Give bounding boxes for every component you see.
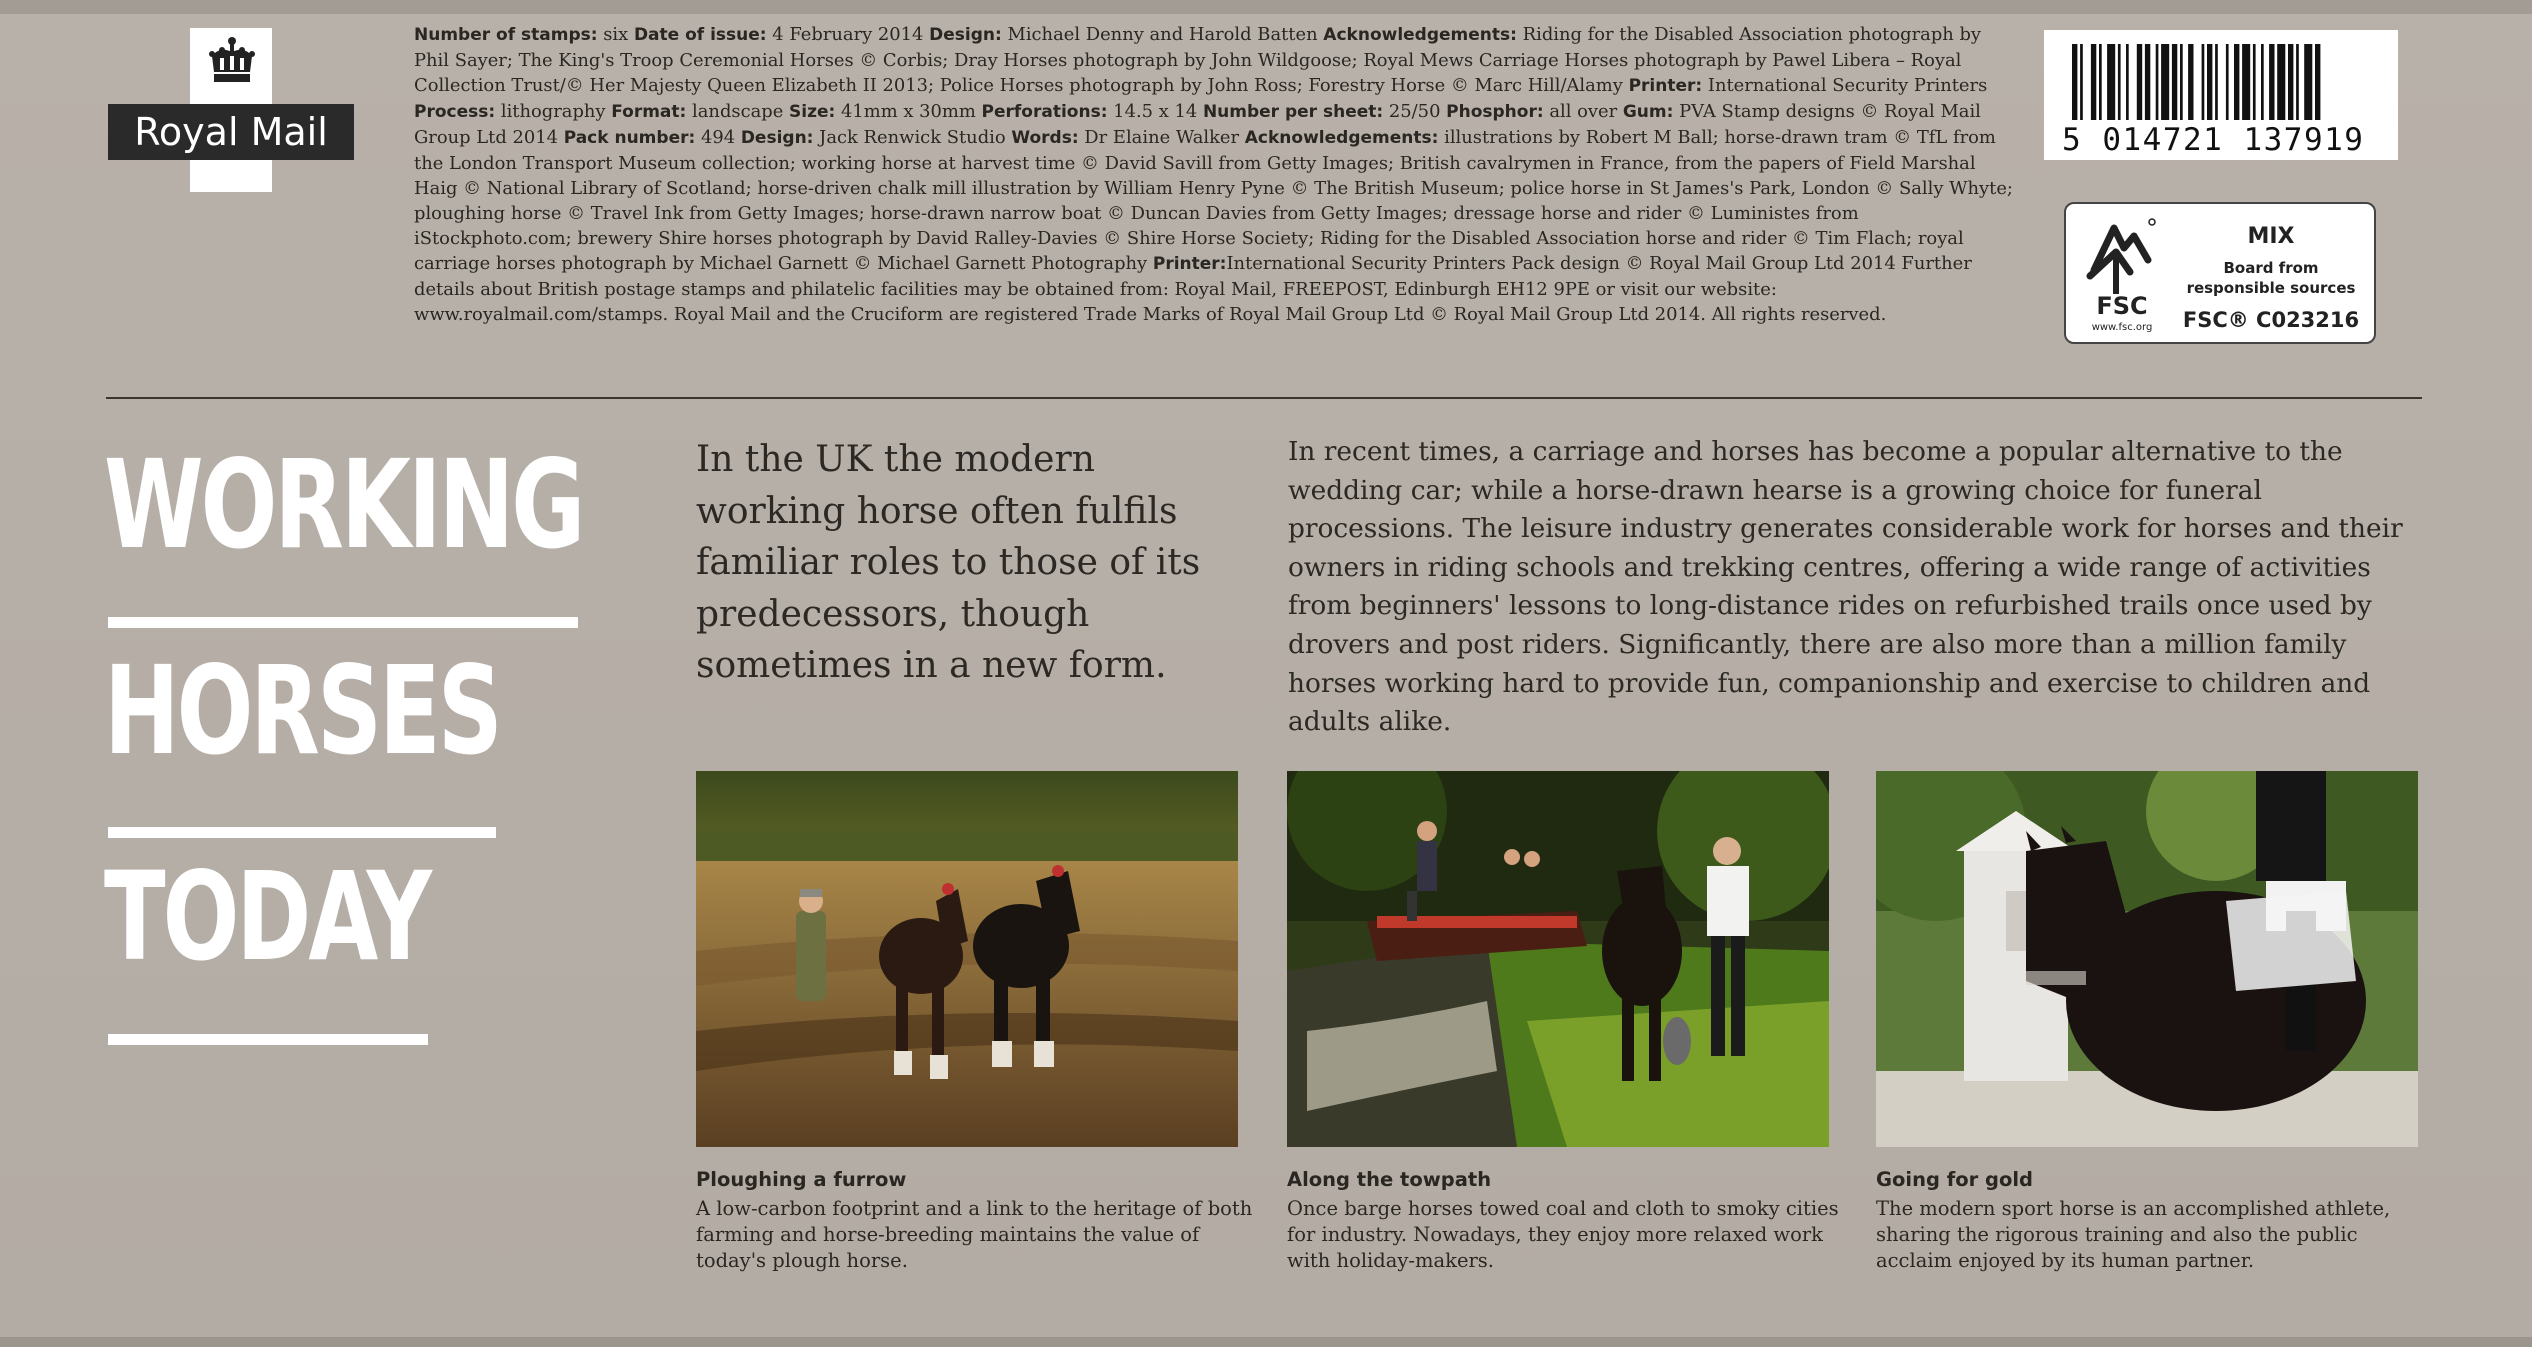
credit-label: Process: [414, 102, 496, 122]
barcode-bars [2044, 30, 2398, 122]
barcode-bar [2172, 44, 2177, 120]
credit-text: all over [1543, 101, 1623, 122]
caption-text-1: A low-carbon footprint and a link to the heritage of both farming and horse-breeding maintains the value of today's plough horse. [696, 1197, 1253, 1272]
title-line-today: TODAY [104, 846, 430, 988]
credit-label: Date of issue: [633, 25, 767, 45]
barcode-bar [2107, 44, 2115, 120]
barcode-bar [2161, 44, 2169, 120]
credit-text: illustrations by Robert M Ball; horse-drawn tram © TfL from the London Transport Museum collection; working horse at harvest time © David Savill from Getty Images; British cavalrymen in France, from the papers of Field Marshal Haig © National Library of Scotland; horse-driven chalk mill illustration by William Henry Pyne © The British Museum; police horse in St James's Park, London © Sally Whyte; ploughing horse © Travel Ink from Getty Images; horse-drawn narrow boat © Duncan Davies from Getty Images; dressage horse and rider © Luministes from iStockphoto.com; brewery Shire horses photograph by David Ralley-Davies © Shire Horse Society; Riding for the Disabled Association horse and rider © Tim Flach; royal carriage horses photograph by Michael Garnett © Michael Garnett Photography [414, 127, 2013, 274]
credit-text: International Security Printers Pack design © Royal Mail Group Ltd 2014 Further details about British postage stamps and philatelic facilities may be obtained from: Royal Mail, FREEPOST, Edinburgh EH12 9PE or visit our website: www.royalmail.com/stamps. Royal Mail and the Cruciform are registered Trade Marks of Royal Mail Group Ltd © Royal Mail Group Ltd 2014. All rights reserved. [414, 253, 1972, 325]
credit-text: Dr Elaine Walker [1078, 127, 1245, 148]
caption-title-3: Going for gold [1876, 1168, 2033, 1191]
caption-title-1: Ploughing a furrow [696, 1168, 907, 1191]
barcode-bar [2226, 44, 2229, 120]
barcode-bar [2296, 44, 2299, 120]
fsc-board-text: Board from responsible sources [2186, 259, 2356, 297]
barcode-bar [2137, 44, 2142, 120]
barcode [2044, 30, 2398, 160]
caption-text-3: The modern sport horse is an accomplished athlete, sharing the rigorous training and also the public acclaim enjoyed by its human partner. [1876, 1197, 2391, 1272]
fsc-tree-icon [2080, 214, 2160, 298]
royal-mail-logo [108, 28, 354, 192]
credits-text [414, 22, 2014, 327]
barcode-bar [2215, 44, 2218, 120]
royal-mail-wordmark: Royal Mail [108, 104, 354, 160]
credit-text: 14.5 x 14 [1107, 101, 1203, 122]
bottom-edge [0, 1337, 2532, 1347]
barcode-number: 5 014721 137919 [2062, 122, 2365, 158]
credit-text: six [597, 24, 634, 45]
title-rule-1 [108, 617, 578, 628]
barcode-bar [2277, 44, 2285, 120]
fsc-label-box [2064, 202, 2376, 344]
crown-icon [206, 36, 258, 86]
credit-label: Format: [611, 102, 687, 122]
barcode-bar [2261, 44, 2264, 120]
credit-text: Jack Renwick Studio [813, 127, 1012, 148]
barcode-bar [2253, 44, 2256, 120]
barcode-bar [2304, 44, 2312, 120]
credit-label: Perforations: [981, 102, 1108, 122]
caption-text-2: Once barge horses towed coal and cloth to smoky cities for industry. Nowadays, they enjoy more relaxed work with holiday-makers. [1287, 1197, 1839, 1272]
barcode-bar [2156, 44, 2159, 120]
barcode-bar [2080, 44, 2083, 120]
barcode-bar [2180, 44, 2183, 120]
credit-label: Design: [929, 25, 1002, 45]
credit-label: Phosphor: [1446, 102, 1544, 122]
barcode-bar [2234, 44, 2239, 120]
fsc-mix: MIX [2247, 224, 2295, 249]
barcode-bar [2099, 44, 2102, 120]
body-paragraph: In recent times, a carriage and horses has become a popular alternative to the wedding car; while a horse-drawn hearse is a growing choice for funeral processions. The leisure industry generates considerable work for horses and their owners in riding schools and trekking centres, offering a wide range of activities from beginners' lessons to long-distance rides on refurbished trails once used by drovers and post riders. Significantly, there are also more than a million family horses working hard to provide fun, companionship and exercise to children and adults alike. [1288, 436, 2403, 738]
barcode-bar [2072, 44, 2077, 120]
barcode-bar [2315, 44, 2320, 120]
barcode-bar [2126, 44, 2129, 120]
credit-text: lithography [495, 101, 612, 122]
credit-label: Words: [1011, 128, 1079, 148]
barcode-bar [2188, 44, 2193, 120]
credit-text: 494 [695, 127, 741, 148]
caption-title-2: Along the towpath [1287, 1168, 1492, 1191]
credit-text: 41mm x 30mm [835, 101, 982, 122]
credit-text: PVA Stamp designs © Royal Mail Group Ltd 2014 [414, 101, 1981, 148]
credit-label: Pack number: [563, 128, 696, 148]
credit-label: Printer: [1628, 76, 1703, 96]
photo-towpath [1287, 771, 1829, 1147]
title-line-horses: HORSES [104, 640, 500, 782]
barcode-bar [2242, 44, 2250, 120]
credit-label: Gum: [1622, 102, 1674, 122]
title-line-working: WORKING [104, 434, 583, 576]
barcode-bar [2118, 44, 2121, 120]
fsc-label-text: FSC [2096, 292, 2148, 320]
credit-text: Michael Denny and Harold Batten [1001, 24, 1324, 45]
barcode-bar [2202, 44, 2205, 120]
fsc-code: FSC® C023216 [2182, 308, 2360, 332]
credit-label: Number of stamps: [414, 25, 598, 45]
top-edge [0, 0, 2532, 14]
barcode-bar [2091, 44, 2096, 120]
credit-label: Acknowledgements: [1244, 128, 1439, 148]
credit-label: Number per sheet: [1202, 102, 1384, 122]
barcode-bar [2207, 44, 2212, 120]
credit-label: Size: [789, 102, 836, 122]
barcode-bar [2269, 44, 2274, 120]
credit-label: Design: [740, 128, 814, 148]
credit-text: 25/50 [1383, 101, 1447, 122]
photo-ploughing [696, 771, 1238, 1147]
credit-text: Riding for the Disabled Association photograph by Phil Sayer; The King's Troop Ceremonial Horses © Corbis; Dray Horses photograph by John Wildgoose; Royal Mews Carriage Horses photograph by Pawel Libera – Royal Collection Trust/© Her Majesty Queen Elizabeth II 2013; Police Horses photograph by John Ross; Forestry Horse © Marc Hill/Alamy [414, 24, 1982, 96]
credit-text: landscape [686, 101, 789, 122]
credit-text: International Security Printers [1702, 75, 1988, 96]
barcode-bar [2145, 44, 2150, 120]
title-rule-2 [108, 827, 496, 838]
credit-text: 4 February 2014 [766, 24, 930, 45]
lead-paragraph: In the UK the modern working horse often fulfils familiar roles to those of its predecessors, though sometimes in a new form. [696, 439, 1201, 686]
divider-rule [106, 397, 2422, 399]
barcode-bar [2288, 44, 2293, 120]
fsc-url: www.fsc.org [2091, 322, 2153, 333]
credit-label: Printer: [1152, 254, 1227, 274]
title-rule-3 [108, 1034, 428, 1045]
credit-label: Acknowledgements: [1323, 25, 1517, 45]
photo-dressage [1876, 771, 2418, 1147]
